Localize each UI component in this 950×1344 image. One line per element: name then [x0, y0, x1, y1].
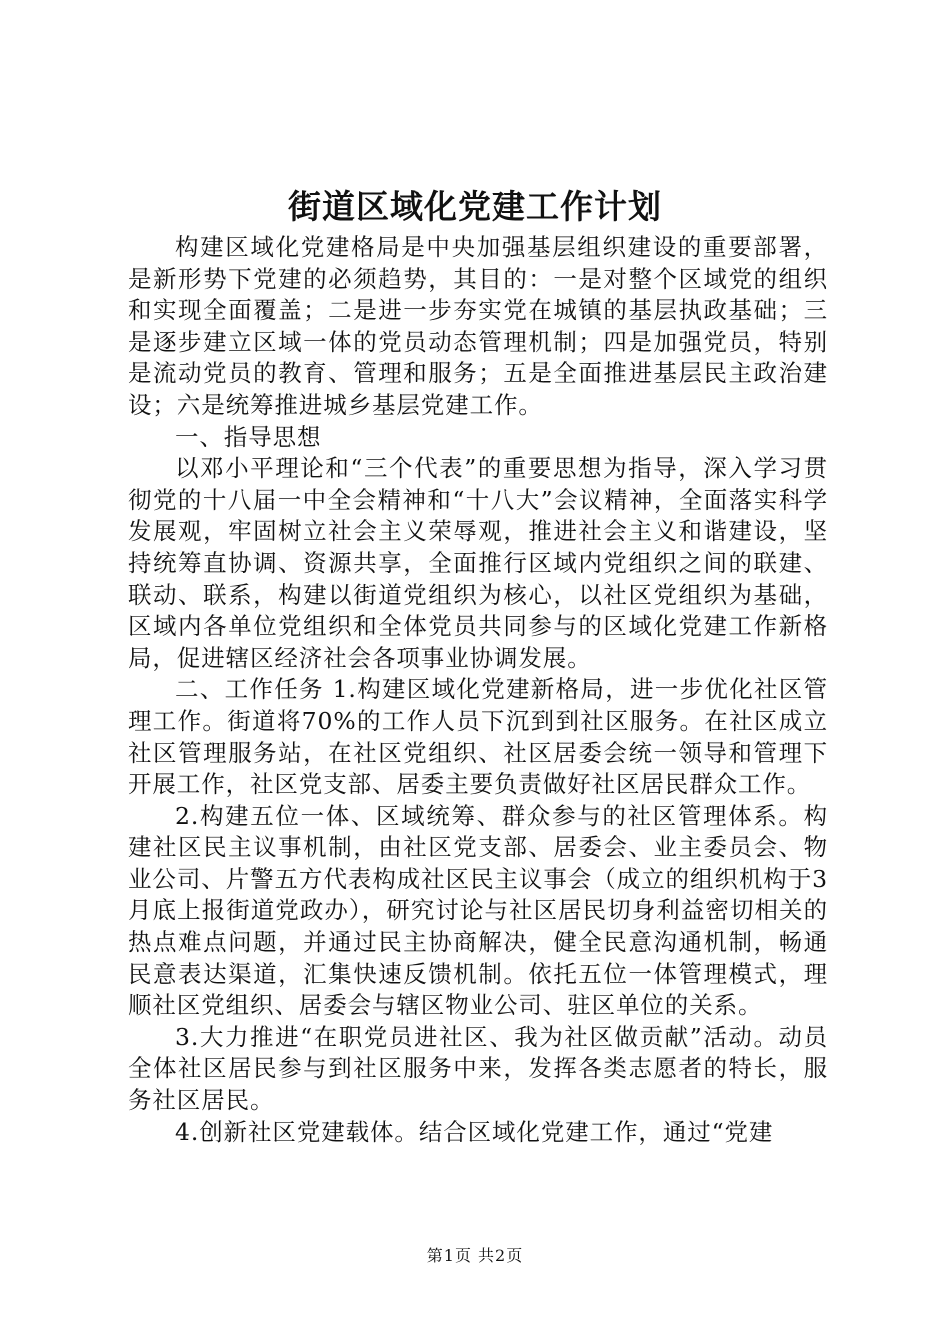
paragraph-work-task-2: 2.构建五位一体、区域统筹、群众参与的社区管理体系。构建社区民主议事机制，由社区党支部、居委会、业主委员会、物业公司、片警五方代表构成社区民主议事会（成立的组织机构于3月底上报街道党政办），研究讨论与社区居民切身利益密切相关的热点难点问题，并通过民主协商解决，健全民意沟通机制，畅通民意表达渠道，汇集快速反馈机制。依托五位一体管理模式，理顺社区党组织、居委会与辖区物业公司、驻区单位的关系。	[128, 801, 828, 1020]
paragraph-guiding-thought: 以邓小平理论和“三个代表”的重要思想为指导，深入学习贯彻党的十八届一中全会精神和“十八大”会议精神，全面落实科学发展观，牢固树立社会主义荣辱观，推进社会主义和谐建设，坚持统筹直协调、资源共享，全面推行区域内党组织之间的联建、联动、联系，构建以街道党组织为核心，以社区党组织为基础，区域内各单位党组织和全体党员共同参与的区域化党建工作新格局，促进辖区经济社会各项事业协调发展。	[128, 454, 828, 672]
document-title: 街道区域化党建工作计划	[288, 187, 662, 226]
paragraph-work-task-4: 4.创新社区党建载体。结合区域化党建工作，通过“党建	[175, 1117, 774, 1146]
paragraph-intro: 构建区域化党建格局是中央加强基层组织建设的重要部署，是新形势下党建的必须趋势，其目的：一是对整个区域党的组织和实现全面覆盖；二是进一步夯实党在城镇的基层执政基础；三是逐步建立区域一体的党员动态管理机制；四是加强党员，特别是流动党员的教育、管理和服务；五是全面推进基层民主政治建设；六是统筹推进城乡基层党建工作。	[128, 233, 828, 419]
document-body	[128, 232, 828, 1148]
paragraph-work-task-3: 3.大力推进“在职党员进社区、我为社区做贡献”活动。动员全体社区居民参与到社区服务中来，发挥各类志愿者的特长，服务社区居民。	[128, 1022, 828, 1115]
section-heading-guiding-thought: 一、指导思想	[175, 422, 322, 451]
paragraph-work-task-1: 二、工作任务 1.构建区域化党建新格局，进一步优化社区管理工作。街道将70%的工作人员下沉到到社区服务。在社区成立社区管理服务站，在社区党组织、社区居委会统一领导和管理下开展工作，社区党支部、居委主要负责做好社区居民群众工作。	[128, 675, 828, 799]
page-number-footer: 第1页 共2页	[426, 1246, 524, 1265]
